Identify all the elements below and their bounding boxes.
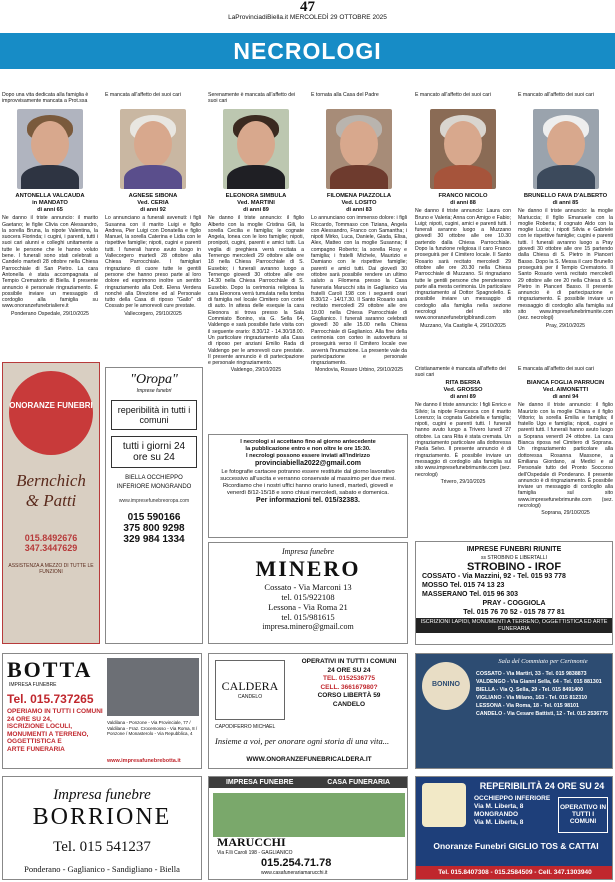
ad-strobino-pray-tel: Tel. 015 76 70 52 - 015 78 77 81 (463, 609, 565, 616)
ad-strobino-masserano-town: MASSERANO (422, 591, 468, 598)
obituary-closing: Mondovìa, Rosaro Urbino, 29/10/2025 (315, 367, 403, 374)
ad-bernchich-phone2: 347.3447629 (24, 543, 78, 553)
obituary-text: Ne danno il triste annuncio: il figlio Maurizio con la moglie Chiara e il figlio Vittorio; la sorella Emilia e famiglia; il fratello Ugo e famiglia; nipoti, cugini e parenti tutti. I funerali hanno avuto luogo a Soprana venerdì 24 ottobre. La cara Bianca riposa nel Cimitero di Soprana. Un ringraziamento particolare alla dottoressa Rosanna Massone, a Emiliana Giordano, ai Medici e al Personale tutto del Pronto Soccorso dell'Ospedale di Ponderano. Il presente annuncio è di ringraziamento. È possibile inviare un messaggio di cordoglio alla famiglia sul sito www.impresefunebrimunite.com (sez. necrologi) (518, 402, 613, 510)
obituary (415, 366, 511, 485)
deceased-name: RITA BERRA (445, 380, 481, 386)
ad-giglio-name: Onoranze Funebri GIGLIO TOS & CATTAI (433, 841, 599, 851)
ad-botta-name: BOTTA (7, 657, 93, 682)
ad-giglio (415, 776, 613, 880)
ad-bonino-row: VALDENGO - Via Gianni Sella, 64 - Tel. 015 881301 (476, 679, 602, 685)
notice-line2: la pubblicazione entro e non oltre le ore 15:30. (245, 446, 371, 452)
ad-caldera-owner: CAPODIFERRO MICHAEL (215, 724, 276, 730)
deceased-married-name: Ved. GROSSO (443, 387, 483, 393)
ad-caldera-tel2: CELL. 366167980? (320, 683, 378, 691)
deceased-age: di anni 89 (450, 394, 476, 400)
obituary-text: Ne danno il triste annuncio: I figli Enrico e Silvio; la nipote Francesca con il marito Lorenzo; la cognata Gabriella e famiglia; nipoti, cugini e parenti tutti. I funerali hanno avuto luogo a Trivero lunedì 27 ottobre. La cara Rita è stata cremata. Un ringraziamento particolare alla dottoressa Paola Selvo. Il presente annuncio è di ringraziamento. È possibile inviare un messaggio di cordoglio alla famiglia sul sito www.impresefunebrimunite.com (sez. necrologi) (415, 402, 511, 478)
obituary-text: Ne danno il triste annuncio: Laura con Bruno e Valeria; Anna con Amigo e Fabio; Luigi; nipoti, cugini, amici e parenti tutti. I funerali avranno luogo a Muzzano giovedì 30 ottobre alle ore 10.30 partendo dalla Chiesa Parrocchiale. Dopo la funzione religiosa il caro Franco proseguirà per il Cimitero locale. Il Santo Rosario sarà recitato mercoledì 29 ottobre alle ore 20.30 nella Chiesa Parrocchiale di Muzzano. Si ringraziano tutte le gentili persone che prenderanno parte alla mesta cerimonia. Un particolare ringraziamento al Dottor Spagnolello. È possibile inviare un messaggio di cordoglio alla famiglia nella sezione necrologi del sito www.onoranzefunebrigiblrandi.com (415, 208, 512, 322)
deceased-name: FILOMENA PIAZZOLLA (326, 193, 392, 199)
ad-botta-line4: MONUMENTI A TERRENO, (7, 730, 89, 738)
ad-oropa-towns: BIELLA OCCHIEPPO INFERIORE MONGRANDO (116, 475, 192, 490)
deceased-married-name: Ved. CERIA (137, 200, 169, 206)
deceased-married-name: Ved. AIMONETTI (542, 387, 589, 393)
ad-bernchich-phone1: 015.8492676 (24, 533, 78, 543)
ad-strobino-cossato-town: COSSATO (422, 573, 456, 580)
ad-marucchi-phone: 015.254.71.78 (261, 857, 332, 869)
obituary (311, 92, 407, 374)
deceased-age: di anni 92 (140, 207, 166, 213)
ad-oropa-phone3: 329 984 1334 (123, 534, 185, 545)
ad-borrione-kicker: Impresa funebre (53, 787, 151, 803)
obituary-intro: È mancato all'affetto dei suoi cari (518, 92, 594, 98)
ad-caldera-logo (215, 660, 285, 720)
ad-caldera-logo-text: CALDERA (221, 679, 279, 693)
ad-marucchi-top1: IMPRESA FUNEBRE (225, 779, 294, 786)
obituary-text: Ne danno il triste annuncio: il marito Gaetano; le figlie Clivia con Alessandro, la sorella Bruna, la nipote Valentina, la suocera Fiorinda; i cugini, i parenti, tutti i suoi cari alunni e colleghi unitamente a tutte le persone che le hanno voluto bene. I funerali sono stati celebrati a Candelo martedì 28 ottobre nella Chiesa Parrocchiale di San Pietro. La cara Antonella è stata accompagnata al Tempio Crematorio di Biella. Il presente annuncio è personale ringraziamento. È possibile inviare un messaggio di cordoglio alla famiglia su www.onoranzefunebrialiere.it (2, 215, 98, 310)
ad-strobino-name: STROBINO - IROF (466, 561, 562, 573)
deceased-name: ELEONORA SIMBULA (225, 193, 287, 199)
ad-minero-kicker: Impresa funebre (281, 547, 335, 556)
ad-marucchi (208, 776, 408, 880)
portrait-photo (326, 109, 392, 189)
ad-strobino-sub: ss STROBINO E LIBERTALLI (481, 555, 547, 561)
notice-line3: I necrologi possono essere inviati all'indirizzo (246, 453, 370, 459)
ad-caldera-addr1: CORSO LIBERTÀ 59 (317, 692, 381, 699)
ad-oropa-box2: tutti i giorni 24 ore su 24 (111, 436, 197, 468)
deceased-name: AGNESE SIBONA (128, 193, 178, 199)
deceased-married-name: Ved. MARTINI (237, 200, 275, 206)
obituary-intro: Cristianamente è mancata all'affetto dei suoi cari (415, 366, 506, 379)
ad-giglio-town2: MONGRANDO (474, 811, 519, 818)
notice-phone: Per informazioni tel. 015/32383. (256, 497, 360, 504)
portrait-photo (533, 109, 599, 189)
deceased-name: BIANCA FOGLIA PARRUCIN (526, 380, 605, 386)
ad-botta-phone: Tel. 015.737265 (7, 692, 94, 706)
notice-line1: I necrologi si accettano fino al giorno antecedente (240, 439, 376, 445)
deceased-age: di anni 94 (552, 394, 579, 400)
obituary-closing: Valdengo, 29/10/2025 (230, 367, 282, 374)
section-banner (0, 33, 615, 69)
ad-bonino-locations (476, 670, 610, 718)
publication-line: LaProvinciadiBiella.it MERCOLEDÌ 29 OTTOBRE 2025 (228, 14, 387, 21)
ad-botta-line1: OPERIAMO IN TUTTI I COMUNI (7, 708, 103, 715)
obituary (415, 92, 511, 329)
ad-marucchi-name: MARUCCHI (217, 835, 286, 849)
obituary-closing: Vallecorgero, 29/10/2025 (124, 310, 182, 317)
ad-strobino-masserano (416, 590, 612, 599)
ad-minero-name: MINERO (255, 556, 361, 581)
ad-minero-line1: Cossato - Via Marconi 13 (264, 582, 352, 592)
deceased-age: di anni 89 (243, 207, 269, 213)
ad-giglio-town1: OCCHIEPPO INFERIORE (474, 795, 551, 802)
ad-botta-line6: ARTE FUNERARIA (7, 745, 65, 753)
obituary (518, 366, 613, 517)
deceased-name: FRANCO NICOLO (438, 193, 488, 199)
ad-caldera-logo-sub: CANDELO (237, 694, 263, 700)
ad-bonino (415, 653, 613, 769)
obituary-text: Ne danno il triste annuncio: la moglie Mariuccia; il figlio Emanuele con la moglie Roberta; il cognato Aldo con la moglie Lucia; i nipoti Silvia e Gabriele con le rispettive famiglie; cugini e parenti tutti. I funerali avranno luogo a Pray giovedì 30 ottobre alle ore 15 partendo dalla Chiesa di S. Pietro in Pianceri Basso. Dopo la S. Messa il caro Brunello proseguirà per il Tempio Crematorio. Il Santo Rosario verrà recitato mercoledì 29 ottobre alle ore 20 nella Chiesa di S. Pietro in Pianceri Basso. Il presente annuncio è di partecipazione e ringraziamento. È possibile inviare un messaggio di cordoglio alla famiglia sul sito www.impresefunebrimunite.com (sez. necrologi) (518, 208, 613, 322)
ad-oropa-phone2: 375 800 9298 (123, 523, 185, 534)
obituary-closing: Trivero, 29/10/2025 (440, 478, 486, 485)
ad-bonino-header: Sala del Commiato per Cerimonie (498, 658, 588, 665)
deceased-name: BRUNELLO FAVA D'ALBERTO (523, 193, 608, 199)
ad-bonino-row: LESSONA - Via Roma, 18 - Tel. 015 98101 (476, 703, 579, 709)
ad-borrione (2, 776, 202, 880)
ad-marucchi-site: www.casafunerariamarucchi.it (261, 870, 328, 876)
ad-botta-addresses: Valdilana - Ponzone - Via Provinciale, 77 / Valdilana - Fraz. Crocemosso - Via Roma, 8 / Ponzone / Monasterolo - Via Repubblica, 4 (107, 720, 198, 736)
portrait-photo (223, 109, 289, 189)
ad-bernchich-name1: Bernchich (16, 471, 86, 490)
obituary-intro: È mancata all'affetto dei suoi cari (105, 92, 181, 98)
deceased-age: di anni 88 (450, 200, 476, 206)
ad-marucchi-topbar (209, 777, 407, 788)
ad-bernchich (2, 362, 100, 644)
obituary (518, 92, 613, 329)
ad-oropa (105, 367, 203, 644)
deceased-married-name: in MANDATO (32, 200, 68, 206)
deceased-age: di anni 83 (346, 207, 372, 213)
obituary-closing: Pray, 29/10/2025 (545, 322, 586, 329)
obituary-closing: Soprana, 29/10/2025 (541, 510, 590, 517)
ad-caldera-site: WWW.ONORANZEFUNEBRICALDERA.IT (246, 756, 372, 763)
obituary-intro: È mancata all'affetto dei suoi cari (518, 366, 594, 372)
submission-notice (208, 434, 408, 538)
ad-minero-email[interactable]: impresa.minero@gmail.com (262, 622, 354, 631)
ad-botta-line3: ISCRIZIONE LOCULI, (7, 723, 72, 730)
ad-giglio-addr2: Via M. Liberta, 8 (474, 819, 524, 826)
ad-strobino-mosso (416, 581, 612, 590)
page-number: 47 (300, 0, 315, 15)
obituary-intro: È tornata alla Casa del Padre (311, 92, 379, 98)
ad-botta-services (7, 708, 103, 753)
ad-caldera-addr2: CANDELO (332, 700, 366, 708)
ad-bonino-row: VIGLIANO - Via Milano, 163 - Tel. 015 812310 (476, 695, 588, 701)
obituary-intro: Serenamente è mancata all'affetto dei suoi cari (208, 92, 296, 105)
ad-minero-line2: tel. 015/922108 (281, 592, 335, 602)
ad-minero-line3: Lessona - Via Roma 21 (268, 602, 348, 612)
section-title: NECROLOGI (233, 38, 382, 64)
ad-marucchi-building-photo (213, 793, 405, 837)
obituary-intro: Dopo una vita dedicata alla famiglia è improvvisamente mancata a Prot.ssa (2, 92, 89, 105)
deceased-married-name: Ved. LOSITO (341, 200, 377, 206)
ad-caldera-info (293, 658, 405, 709)
ad-strobino-mosso-town: MOSSO (422, 582, 449, 589)
ad-bonino-row: CANDELO - Via Cesare Battisti, 12 - Tel. 015 2536775 (476, 711, 608, 717)
ad-marucchi-address: Via F.lli Caroli 198 - GAGLIANICO (217, 850, 293, 856)
ad-caldera-tel1: TEL. 0152536775 (322, 675, 376, 682)
obituary (2, 92, 98, 317)
ad-strobino-top: IMPRESE FUNEBRI RIUNITE (466, 546, 562, 553)
ad-strobino-mosso-tel: Tel. 015 74 13 23 (450, 582, 505, 589)
ad-bernchich-emblem: ONORANZE FUNEBRI (9, 371, 93, 455)
notice-email[interactable]: provinciabiella2022@gmail.com (254, 460, 362, 467)
portrait-photo (17, 109, 83, 189)
obituary-text: Ne danno il triste annuncio: il figlio Alberto con la moglie Cristina Gili, la sorella Cecilia e famiglia; le cognate Angela, Ionea con le loro famiglie; nipoti, pronipoti, cugini, parenti e amici tutti. La veglia di preghiera verrà recitata a Ternengo mercoledì 29 ottobre alle ore 18 nella Chiesa Parrocchiale di S. Eusebio; i funerali avranno luogo a Ternengo giovedì 30 ottobre alle ore 14.30 nella Chiesa Parrocchiale di S. Eusebio. Dopo la cerimonia religiosa la cara Eleonora verrà tumulata nella tomba di famiglia nel locale Cimitero con cortei di auto. In attesa delle esequie la cara Eleonora si trova presso la Sala Commiato Bonino, via G. Sella 64, Valdengo e sarà possibile farle visita con il seguente orario: 8.30/12 - 14.30/18.00. Un particolare ringraziamento alla Casa di riposo per anziani Emilio Rada di Valdengo per le amorevoli cure prestate. Il presente annuncio è di partecipazione e personale ringraziamento. (208, 215, 304, 367)
ad-strobino-cossato (416, 572, 612, 581)
ad-bernchich-tagline: ASSISTENZA A MEZZO DI TUTTE LE FUNZIONI (8, 563, 94, 575)
ad-strobino-cossato-address: - Via Mazzini, 92 - Tel. (457, 573, 529, 580)
ad-oropa-site: www.impresefunebreoropa.com (118, 498, 190, 504)
ad-botta (2, 653, 202, 769)
ad-giglio-addr1: Via M. Liberta, 8 (474, 803, 524, 810)
obituary-closing: Ponderano Ospedale, 29/10/2025 (11, 310, 89, 317)
ad-bonino-logo: BONINO (422, 662, 470, 710)
ad-botta-line5: OGGETTISTICA E (7, 738, 62, 745)
ad-caldera-slogan: Insieme a voi, per onorare ogni storia di una vita... (215, 736, 390, 746)
ad-minero (208, 542, 408, 644)
ad-caldera-line2: 24 ORE SU 24 (327, 666, 371, 674)
portrait-photo (430, 109, 496, 189)
obituary-text: Lo annunciano a funerali avvenuti: i figli Susanna con il marito Luigi e figlio Andrea, Pier Luigi con Donatella e figlio Manuel, la sorella Caterina e Lidia con le rispettive famiglie; nipoti, cugini e parenti tutti. I funerali hanno avuto luogo in Vallecorgero martedì 28 ottobre alla Chiesa Parrocchiale. I famigliari ringraziano di cuore tutte le gentili persone che hanno preso parte al loro dolore ed esprimono inoltre un sentito ringraziamento alla Dott. Elena Verdera nonché alla Direzione ed al Personale tutto della Casa di riposo "Gallo" di Cossato per le amorevoli cure prestate. (105, 215, 201, 310)
ad-caldera-line1: OPERATIVI IN TUTTI I COMUNI (301, 658, 397, 665)
ad-strobino (415, 541, 613, 645)
deceased-name: ANTONELLA VALCAUDA (15, 193, 85, 199)
ad-oropa-phone1: 015 590166 (127, 512, 181, 523)
ad-bernchich-name2: & Patti (25, 491, 77, 510)
obituary-intro: È mancato all'affetto dei suoi cari (415, 92, 491, 98)
obituary-text: Lo annunciano con immenso dolore: i figli Riccardo, Tommaso con Tiziana, Angela con Alessandro, Franco con Samantha; i nipoti Mirko, Luca, Daniele, Giada, Elisa, Alex, Matteo con la moglie Susanna; il compagno Roberto; la sorella Rosy e famiglia; i fratelli Michele, Maurizio e Damiano con le rispettive famiglie; parenti e amici tutti. Dai giovedì 30 ottobre sarà possibile rendere un ultimo saluto a Filomena presso la Casa funeraria Marucchi sita in Gaglianico via fratelli Caroli 198 con i seguenti orari 8.30/12 - 14/17.30. Il Santo Rosario sarà recitato mercoledì 29 ottobre alle ore 19.00 nella Chiesa Parrocchiale di Gaglianico. I funerali saranno celebrati giovedì 30 alle 15.00 nella Chiesa Parrocchiale di Gaglianico. Alla fine della cerimonia con corteo in autovettura si proseguirà verso il Cimitero locale ove avverrà l'inumazione. La presente vale da partecipazione e personale ringraziamento. (311, 215, 407, 367)
ad-strobino-pray: PRAY - COGGIOLA (482, 600, 546, 607)
ad-botta-site: www.impresafunebrebotta.it (107, 758, 181, 764)
obituary (208, 92, 304, 374)
ad-bonino-row: COSSATO - Via Martiri, 33 - Tel. 015 9838873 (476, 671, 587, 677)
ad-borrione-name: BORRIONE (32, 804, 172, 830)
obituary (105, 92, 201, 317)
obituary-closing: Muzzano, Via Castiglie 4, 29/10/2025 (420, 322, 506, 329)
ad-oropa-box1: reperibilità in tutti i comuni (111, 400, 197, 430)
ad-caldera (208, 653, 408, 769)
notice-line4: Le fotografie cartacee potranno essere restituite dal giorno lavorativo successivo all'uscita e verranno conservate al massimo per due mesi. Ricordiamo che i nostri uffici hanno orario lunedì, martedì, giovedì e venerdì 8/12-15/18 e sono chiusi mercoledì, sabato e domenica. (220, 469, 396, 496)
ad-oropa-logo: "Oropa" (130, 372, 178, 387)
ad-botta-line2: 24 ORE SU 24, (7, 715, 52, 723)
ad-strobino-footer: ISCRIZIONI LAPIDI, MONUMENTI A TERRENO, OGGETTISTICA ED ARTE FUNERARIA (416, 618, 612, 633)
deceased-age: di anni 85 (552, 200, 579, 206)
ad-strobino-masserano-tel: Tel. 015 96 303 (469, 591, 518, 598)
deceased-age: di anni 65 (37, 207, 63, 213)
ad-giglio-locations (474, 795, 550, 827)
ad-marucchi-top2: CASA FUNERARIA (327, 779, 391, 786)
ad-giglio-title: REPERIBILITÀ 24 ORE SU 24 (479, 781, 605, 791)
ad-bonino-row: BIELLA - Via Q. Sella, 29 - Tel. 015 8491400 (476, 687, 584, 693)
ad-oropa-sub: Imprese funebri (136, 388, 172, 394)
ad-giglio-badge: OPERATIVO IN TUTTI I COMUNI (558, 797, 608, 833)
ad-botta-sub: IMPRESA FUNEBRE (9, 682, 57, 688)
ad-borrione-towns: Ponderano - Gaglianico - Sandigliano - Biella (24, 864, 180, 874)
portrait-photo (120, 109, 186, 189)
ad-giglio-phones: Tel. 015.8407308 - 015.2584509 - Cell. 347.1303940 (416, 866, 613, 879)
lily-icon (422, 783, 466, 827)
ad-strobino-cossato-tel: 015 93 778 (530, 573, 566, 580)
ad-minero-line4: tel. 015/981615 (281, 612, 335, 622)
ad-borrione-phone: Tel. 015 541237 (53, 839, 151, 855)
ad-botta-staff-photo (107, 658, 199, 716)
